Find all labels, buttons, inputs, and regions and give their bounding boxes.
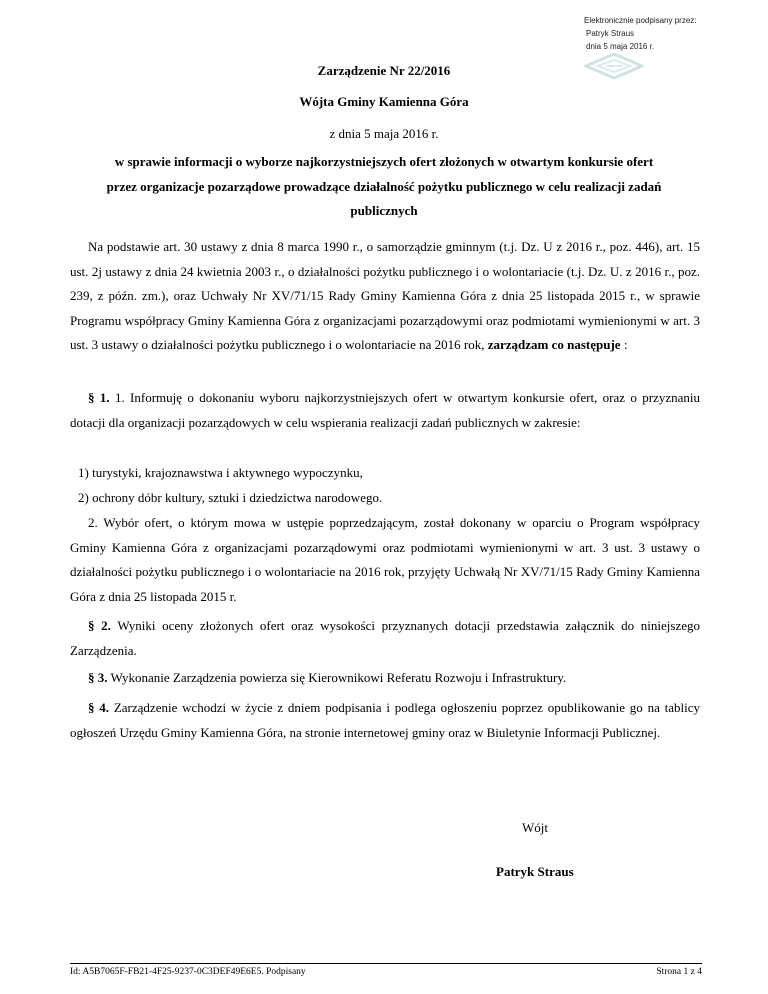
section-3-text: Wykonanie Zarządzenia powierza się Kierownikowi Referatu Rozwoju i Infrastruktury. xyxy=(107,670,567,685)
preamble-paragraph xyxy=(70,235,700,358)
section-4-text: Zarządzenie wchodzi w życie z dniem podpisania i podlega ogłoszeniu poprzez opublikowanie go na tablicy ogłoszeń Urzędu Gminy Kamienna Góra, na stronie internetowej gminy oraz w Biuletynie Informacji Publicznej. xyxy=(70,700,700,740)
subject-line: publicznych xyxy=(350,203,418,218)
section-3-paragraph xyxy=(70,666,700,691)
section-4-label: § 4. xyxy=(88,700,110,715)
electronic-signature-stamp xyxy=(584,14,714,53)
footer-divider xyxy=(70,963,702,964)
signature-name: Patryk Straus xyxy=(586,29,635,38)
section-4 xyxy=(70,696,700,745)
section-1-point-2-paragraph: 2. Wybór ofert, o którym mowa w ustępie poprzedzającym, został dokonany w oparciu o Program współpracy Gminy Kamienna Góra z organizacjami pozarządowymi oraz podmiotami wymienionymi w art. 3 ust. 3 ustawy o działalności pożytku publicznego i o wolontariacie na 2016 rok, przyjęty Uchwałą Nr XV/71/15 Rady Gminy Kamienna Góra z dnia 25 listopada 2015 r. xyxy=(70,515,700,604)
subject-line: w sprawie informacji o wyborze najkorzystniejszych ofert złożonych w otwartym konkursie ofert xyxy=(114,154,654,169)
section-1-paragraph xyxy=(70,386,700,435)
document-subject xyxy=(30,150,738,224)
section-1-items xyxy=(70,461,700,510)
section-2-text: Wyniki oceny złożonych ofert oraz wysokości przyznanych dotacji przedstawia załącznik do niniejszego Zarządzenia. xyxy=(70,618,701,658)
signer-name: Patryk Straus xyxy=(496,864,574,879)
preamble-text: Na podstawie art. 30 ustawy z dnia 8 marca 1990 r., o samorządzie gminnym (t.j. Dz. U z 2016 r., poz. 446), art. 15 ust. 2j ustawy z dnia 24 kwietnia 2003 r., o działalności pożytku publicznego i o wolontariacie (t.j. Dz. U. z 2016 r., poz. 239, z późn. zm.), oraz Uchwały Nr XV/71/15 Rady Gminy Kamienna Góra z dnia 25 listopada 2015 r., w sprawie Programu współpracy Gminy Kamienna Góra z organizacjami pozarządowymi oraz podmiotami wymienionymi w art. 3 ust. 3 ustawy o działalności pożytku publicznego i o wolontariacie na 2016 rok, xyxy=(70,239,700,352)
preamble xyxy=(70,235,700,358)
section-2-paragraph xyxy=(70,614,700,663)
document-title: Zarządzenie Nr 22/2016 xyxy=(317,63,451,78)
section-2 xyxy=(70,614,700,663)
section-1 xyxy=(70,386,700,435)
signer-role: Wójt xyxy=(522,820,548,835)
section-1-label: § 1. xyxy=(88,390,110,405)
section-1-text: 1. Informuję o dokonaniu wyboru najkorzystniejszych ofert w otwartym konkursie ofert, oraz o przyznaniu dotacji dla organizacji pozarządowych w celu wspierania realizacji zadań publicznych w zakresie: xyxy=(70,390,701,430)
section-1-point-2 xyxy=(70,511,700,609)
section-3 xyxy=(70,666,700,691)
section-4-paragraph xyxy=(70,696,700,745)
section-3-label: § 3. xyxy=(88,670,108,685)
preamble-end: : xyxy=(620,337,628,352)
document-date: z dnia 5 maja 2016 r. xyxy=(329,126,439,141)
signature-caption: Elektronicznie podpisany przez: xyxy=(584,16,697,25)
signature-date: dnia 5 maja 2016 r. xyxy=(586,42,655,51)
document-organ: Wójta Gminy Kamienna Góra xyxy=(299,94,469,109)
document-id: Id: A5B7065F-FB21-4F25-9237-0C3DEF49E6E5. Podpisany xyxy=(70,967,306,977)
subject-line: przez organizacje pozarządowe prowadzące działalność pożytku publicznego w celu realizacji zadań xyxy=(106,178,662,194)
preamble-decision: zarządzam co następuje xyxy=(487,337,621,352)
page-number: Strona 1 z 4 xyxy=(656,967,702,977)
list-item: 2) ochrony dóbr kultury, sztuki i dziedzictwa narodowego. xyxy=(78,489,383,505)
list-item: 1) turystyki, krajoznawstwa i aktywnego wypoczynku, xyxy=(78,465,363,480)
section-2-label: § 2. xyxy=(88,618,111,633)
